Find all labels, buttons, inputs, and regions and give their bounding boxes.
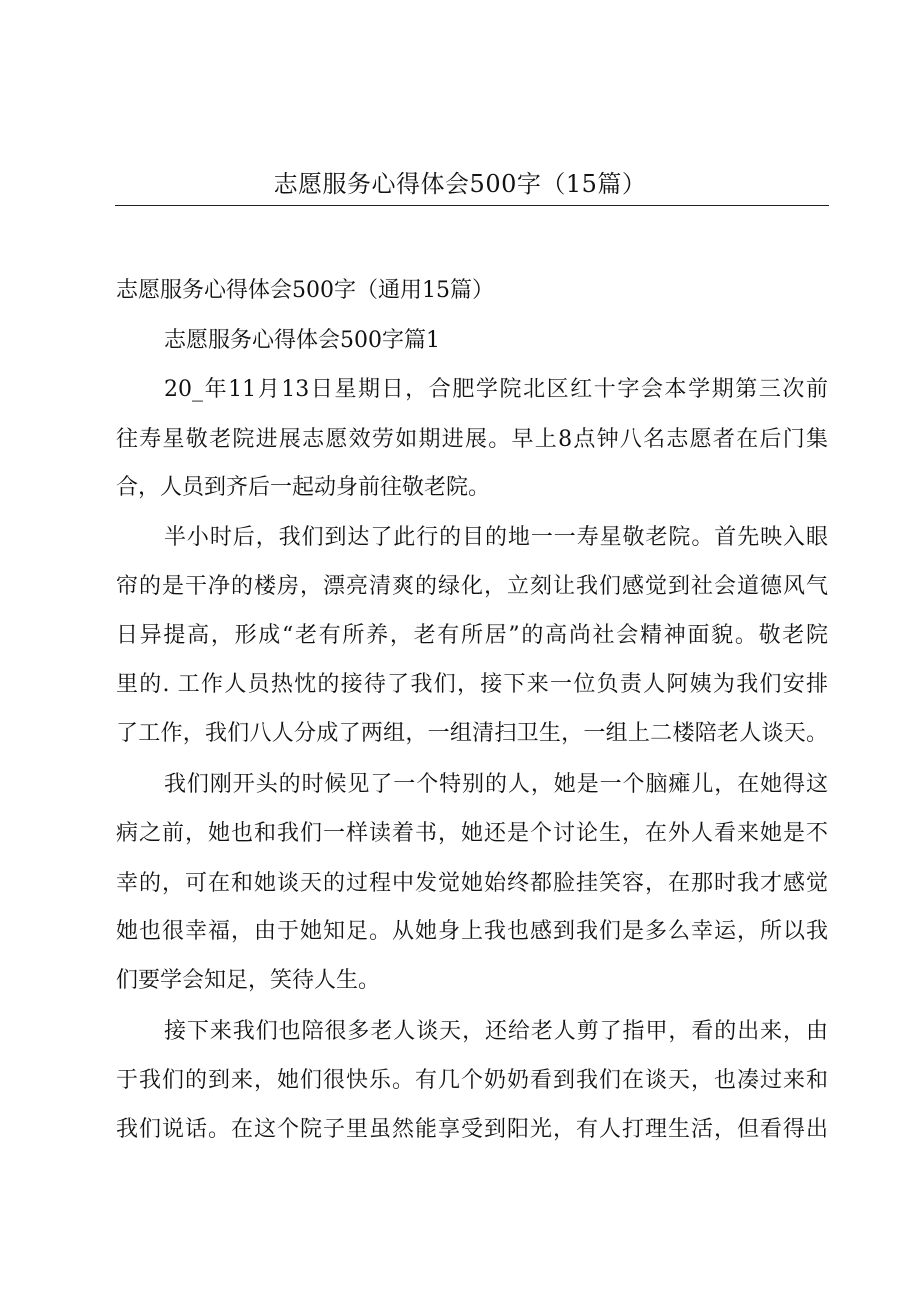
paragraph-line: 了工作，我们八人分成了两组，一组清扫卫生，一组上二楼陪老人谈天。 [116,721,828,746]
paragraph-line: 20_年11月13日星期日，合肥学院北区红十字会本学期第三次前 [164,377,828,402]
paragraph-line: 日异提高，形成“老有所养，老有所居”的高尚社会精神面貌。敬老院 [116,623,828,648]
paragraph-line: 我们刚开头的时候见了一个特别的人，她是一个脑瘫儿，在她得这 [164,772,828,797]
section-heading: 志愿服务心得体会500字（通用15篇） [116,278,494,303]
paragraph-line: 接下来我们也陪很多老人谈天，还给老人剪了指甲，看的出来，由 [164,1019,828,1044]
paragraph-line: 病之前，她也和我们一样读着书，她还是个讨论生，在外人看来她是不 [116,821,828,846]
paragraph-line: 我们说话。在这个院子里虽然能享受到阳光，有人打理生活，但看得出 [116,1117,828,1142]
paragraph-line: 往寿星敬老院进展志愿效劳如期进展。早上8点钟八名志愿者在后门集 [116,427,828,452]
article-subheading: 志愿服务心得体会500字篇1 [164,328,440,353]
paragraph-line: 她也很幸福，由于她知足。从她身上我也感到我们是多么幸运，所以我 [116,919,828,944]
paragraph-line: 幸的，可在和她谈天的过程中发觉她始终都脸挂笑容，在那时我才感觉 [116,871,828,896]
paragraph-line: 于我们的到来，她们很快乐。有几个奶奶看到我们在谈天，也凑过来和 [116,1068,828,1093]
paragraph-line: 合，人员到齐后一起动身前往敬老院。 [116,475,491,500]
paragraph-line: 帘的是干净的楼房，漂亮清爽的绿化，立刻让我们感觉到社会道德风气 [116,574,828,599]
paragraph-line: 里的. 工作人员热忱的接待了我们，接下来一位负责人阿姨为我们安排 [116,672,828,697]
paragraph-line: 半小时后，我们到达了此行的目的地一一寿星敬老院。首先映入眼 [164,525,828,550]
paragraph-line: 们要学会知足，笑待人生。 [116,968,381,993]
title-divider [115,205,829,206]
document-title: 志愿服务心得体会500字（15篇） [273,170,647,198]
